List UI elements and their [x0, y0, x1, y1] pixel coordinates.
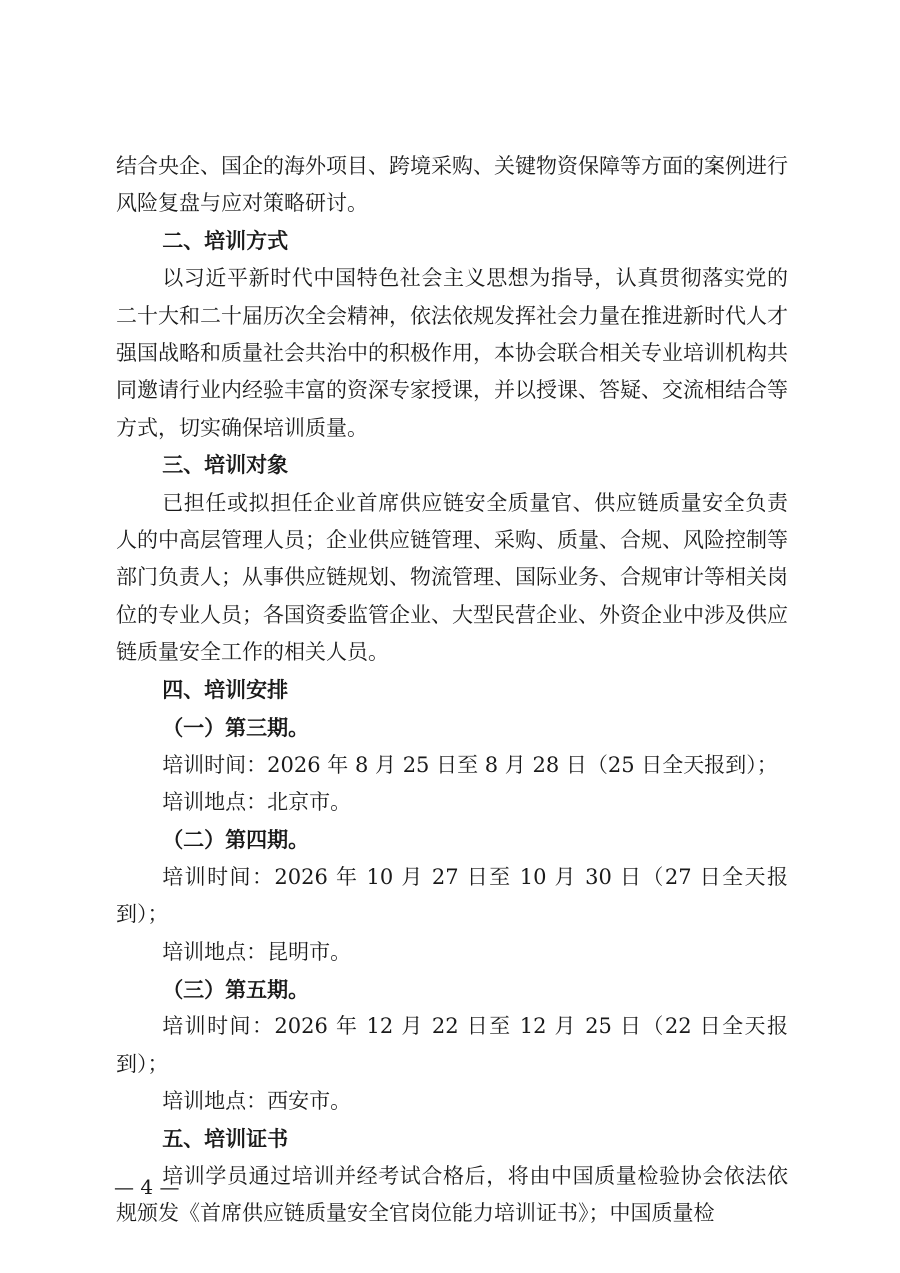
heading-training-schedule: 四、培训安排 — [162, 677, 289, 702]
subheading-session-5: （三）第五期。 — [162, 976, 310, 1002]
document-body — [116, 148, 788, 1233]
heading-training-certificate: 五、培训证书 — [162, 1126, 289, 1151]
paragraph-training-method: 以习近平新时代中国特色社会主义思想为指导，认真贯彻落实党的二十大和二十届历次全会精神，依法依规发挥社会力量在推进新时代人才强国战略和质量社会共治中的积极作用，本协会联合相关专业培训机构共同邀请行业内经验丰富的资深专家授课，并以授课、答疑、交流相结合等方式，切实确保培训质量。 — [116, 266, 788, 440]
page-number: — 4 — — [114, 1175, 180, 1199]
session-5-location: 培训地点：西安市。 — [162, 1089, 352, 1114]
heading-training-method: 二、培训方式 — [162, 228, 289, 253]
session-5-time: 培训时间：2026 年 12 月 22 日至 12 月 25 日（22 日全天报到）； — [116, 1014, 788, 1076]
session-4-location: 培训地点：昆明市。 — [162, 939, 352, 964]
paragraph-training-certificate: 培训学员通过培训并经考试合格后，将由中国质量检验协会依法依规颁发《首席供应链质量安全官岗位能力培训证书》；中国质量检 — [116, 1163, 788, 1226]
subheading-session-4: （二）第四期。 — [162, 827, 310, 853]
subheading-session-3: （一）第三期。 — [162, 715, 310, 741]
session-3-location: 培训地点：北京市。 — [162, 789, 352, 814]
session-3-time: 培训时间：2026 年 8 月 25 日至 8 月 28 日（25 日全天报到）； — [162, 752, 778, 777]
paragraph-case-review: 结合央企、国企的海外项目、跨境采购、关键物资保障等方面的案例进行风险复盘与应对策略研讨。 — [116, 154, 788, 216]
session-4-time: 培训时间：2026 年 10 月 27 日至 10 月 30 日（27 日全天报到）； — [116, 864, 788, 927]
paragraph-training-audience: 已担任或拟担任企业首席供应链安全质量官、供应链质量安全负责人的中高层管理人员；企业供应链管理、采购、质量、合规、风险控制等部门负责人；从事供应链规划、物流管理、国际业务、合规审计等相关岗位的专业人员；各国资委监管企业、大型民营企业、外资企业中涉及供应链质量安全工作的相关人员。 — [116, 490, 788, 665]
heading-training-audience: 三、培训对象 — [162, 453, 289, 478]
